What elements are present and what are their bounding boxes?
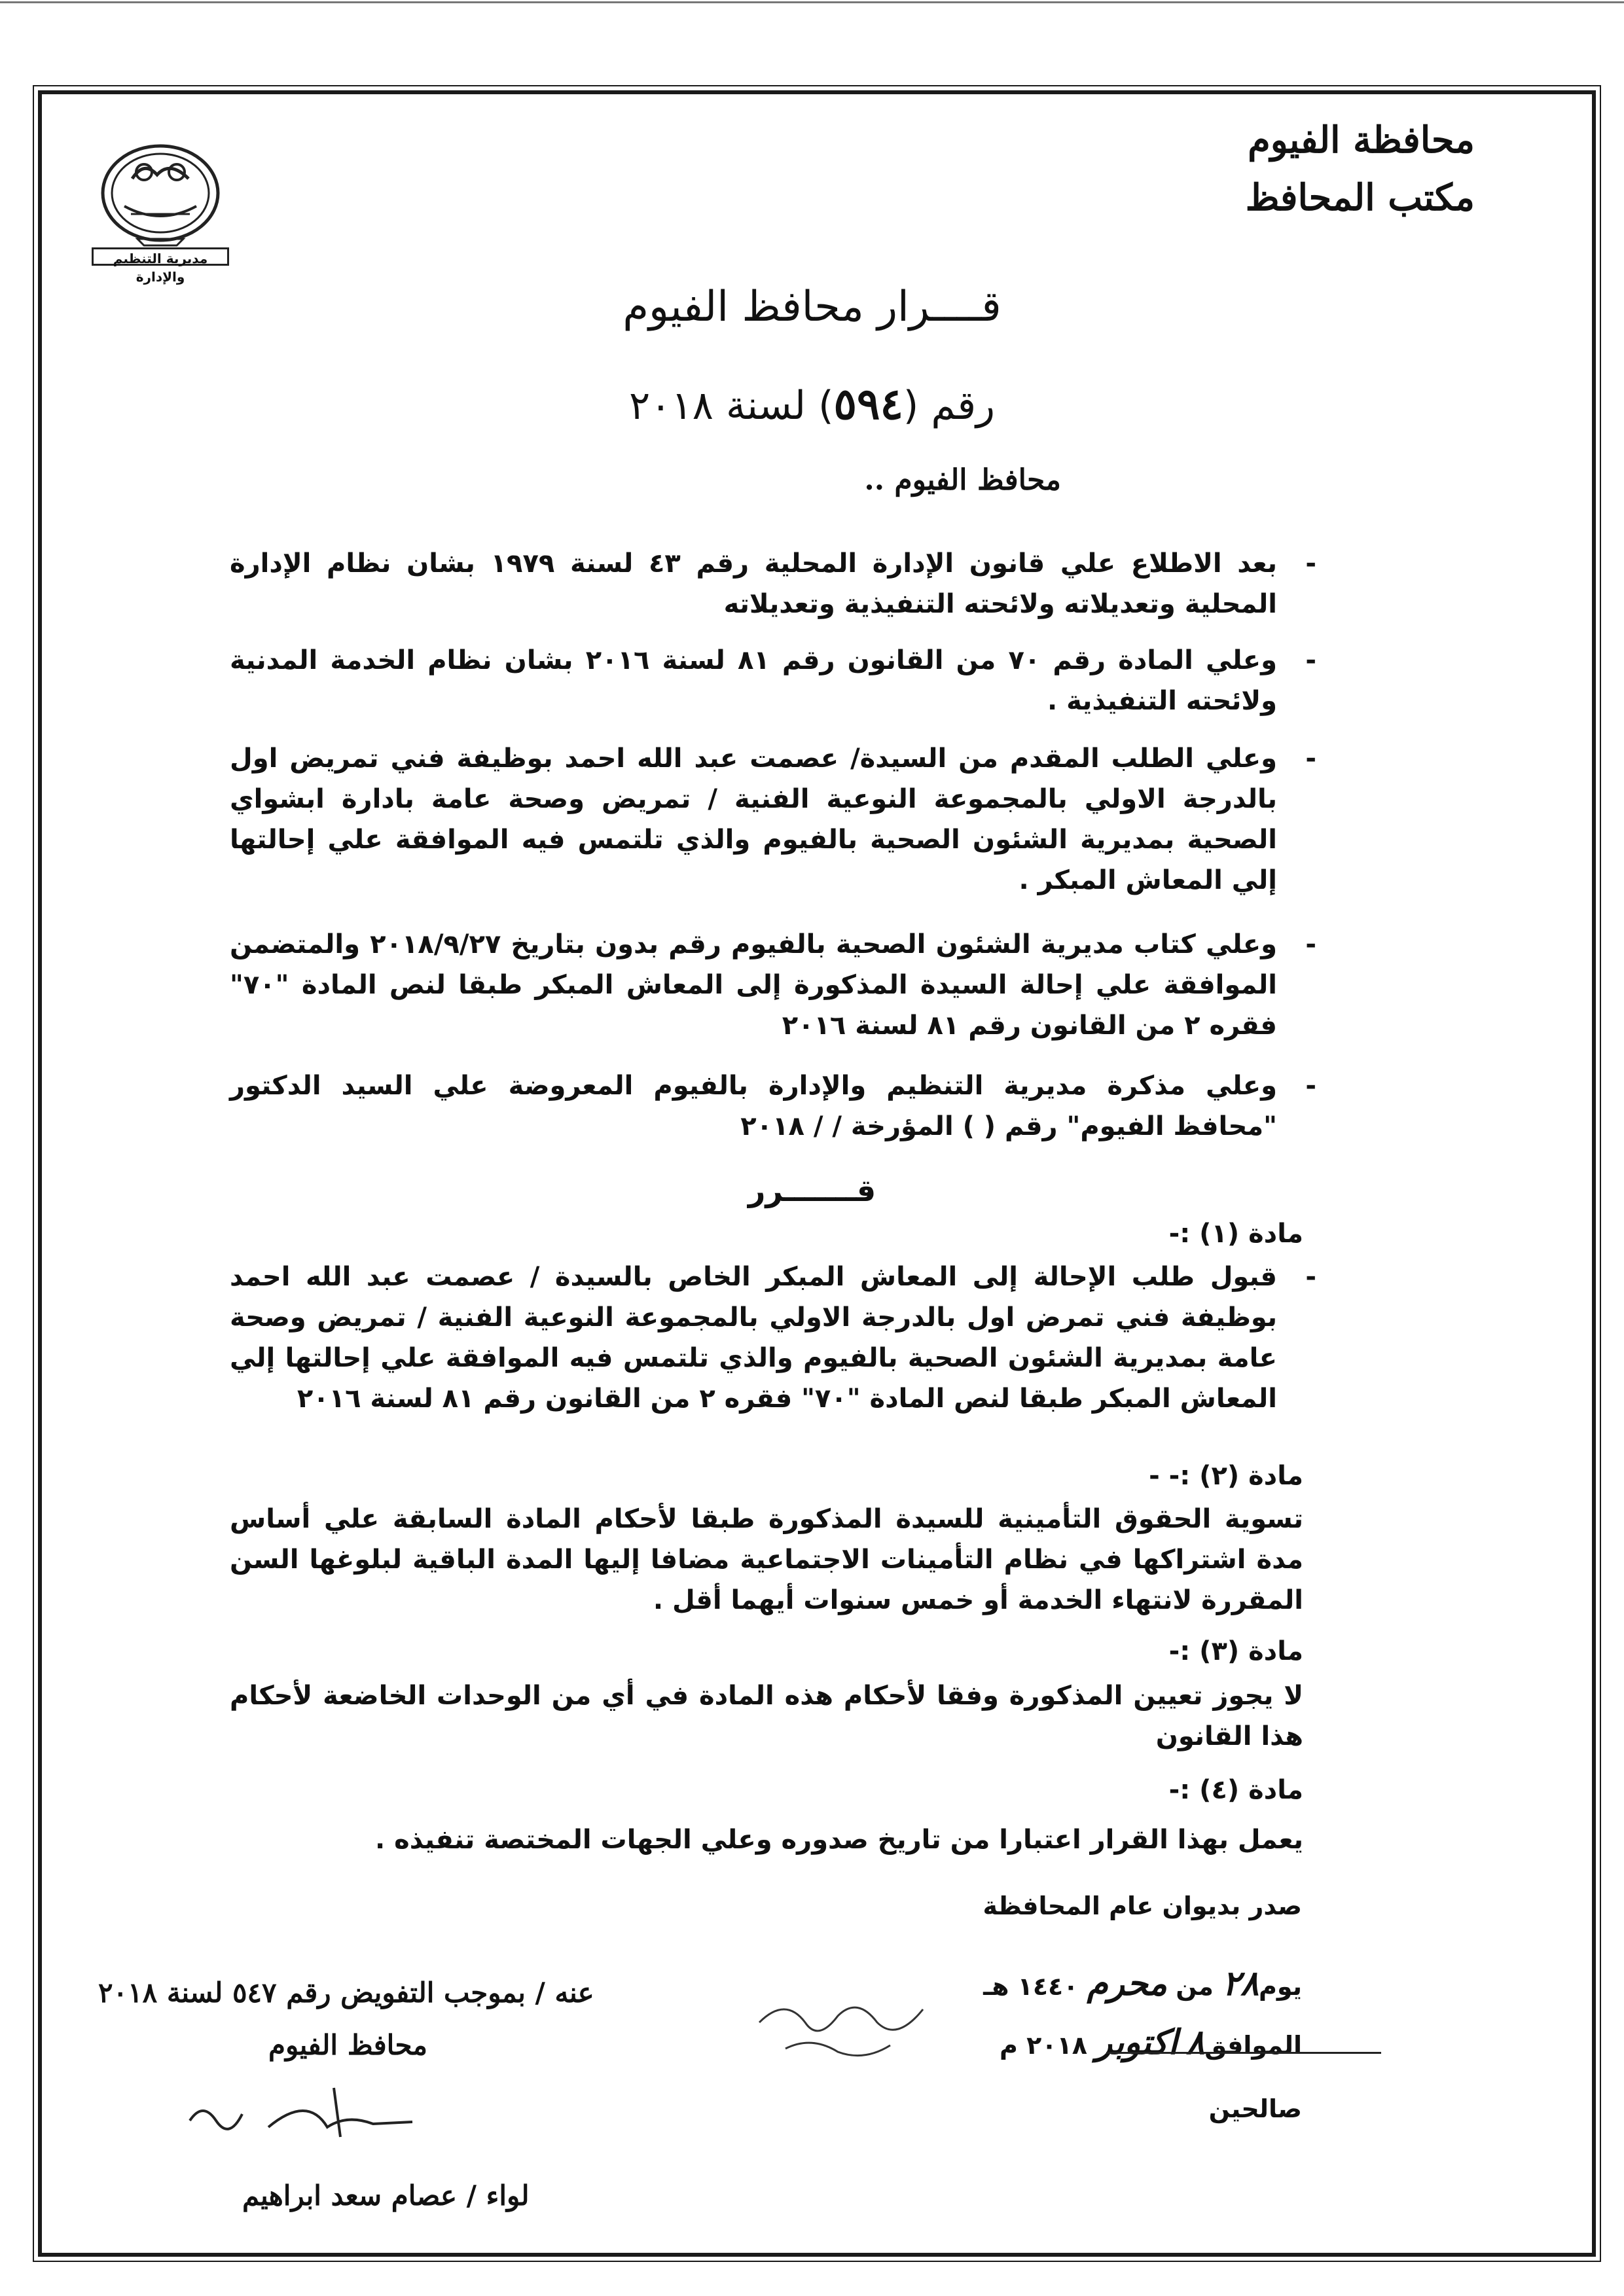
bullet-dash: - bbox=[1305, 744, 1316, 774]
hijri-from: من bbox=[1176, 1972, 1214, 2001]
hijri-prefix: يوم bbox=[1259, 1972, 1302, 2001]
greg-month: اكتوبر bbox=[1096, 2022, 1178, 2062]
signature-scribble bbox=[177, 2075, 425, 2147]
bullet-dash: - bbox=[1305, 929, 1316, 960]
decision-word: قـــــــرر bbox=[748, 1173, 876, 1208]
top-edge-line bbox=[0, 1, 1624, 3]
preamble-item bbox=[230, 640, 1316, 721]
greg-suffix: م bbox=[1000, 2031, 1018, 2060]
issued-at: صدر بديوان عام المحافظة bbox=[983, 1892, 1302, 1920]
hijri-month: محرم bbox=[1087, 1964, 1167, 2003]
decree-number-value: ٥٩٤ bbox=[833, 378, 903, 429]
preamble-text: وعلي كتاب مديرية الشئون الصحية بالفيوم رقم بدون بتاريخ ٢٠١٨/٩/٢٧ والمتضمن الموافقة علي إحالة السيدة المذكورة إلى المعاش المبكر طبقا لنص المادة "٧٠" فقره ٢ من القانون رقم ٨١ لسنة ٢٠١٦ bbox=[230, 929, 1277, 1041]
decree-number-prefix: رقم ( bbox=[903, 383, 995, 429]
bullet-dash: - bbox=[1305, 1262, 1316, 1292]
gregorian-date bbox=[1000, 2022, 1302, 2062]
decree-number-suffix: ) لسنة ٢٠١٨ bbox=[629, 383, 834, 429]
bullet-dash: - bbox=[1305, 548, 1316, 579]
article-label: مادة (١) :- bbox=[1168, 1219, 1303, 1249]
hijri-year: ١٤٤٠ bbox=[1017, 1972, 1079, 2001]
article-body: لا يجوز تعيين المذكورة وفقا لأحكام هذه المادة في أي من الوحدات الخاضعة لأحكام هذا القانون bbox=[230, 1681, 1303, 1751]
greg-day: ٨ bbox=[1186, 2022, 1205, 2062]
bullet-dash: - bbox=[1149, 1461, 1160, 1491]
bullet-dash: - bbox=[1305, 1071, 1316, 1101]
footer-name: صالحين bbox=[1208, 2094, 1302, 2123]
signer-title: محافظ الفيوم bbox=[268, 2029, 428, 2061]
hijri-suffix: هـ bbox=[983, 1972, 1009, 2001]
article-body: يعمل بهذا القرار اعتبارا من تاريخ صدوره وعلي الجهات المختصة تنفيذه . bbox=[375, 1825, 1303, 1855]
article-label: مادة (٣) :- bbox=[1168, 1636, 1303, 1666]
article-label: مادة (٤) :- bbox=[1168, 1775, 1303, 1805]
preamble-item bbox=[230, 543, 1316, 624]
preamble-item bbox=[230, 1066, 1316, 1147]
article-label-text: مادة (٢) :- bbox=[1168, 1461, 1303, 1491]
governorate-name: محافظة الفيوم bbox=[1248, 118, 1475, 162]
article-body: قبول طلب الإحالة إلى المعاش المبكر الخاص بالسيدة / عصمت عبد الله احمد بوظيفة فني تمرض اول بالدرجة الاولي بالمجموعة النوعية الفنية / تمريض وصحة عامة بمديرية الشئون الصحية بالفيوم والذي تلتمس فيه الموافقة علي إحالتها إلي المعاش المبكر طبقا لنص المادة "٧٠" فقره ٢ من القانون رقم ٨١ لسنة ٢٠١٦ bbox=[230, 1262, 1277, 1414]
preamble-text: وعلي مذكرة مديرية التنظيم والإدارة بالفيوم المعروضة علي السيد الدكتور "محافظ الفيوم" رقم ( ) المؤرخة / / ٢٠١٨ bbox=[230, 1071, 1277, 1141]
office-name: مكتب المحافظ bbox=[1245, 176, 1475, 219]
initials-scribble bbox=[746, 1983, 943, 2068]
decree-number bbox=[0, 378, 1624, 429]
date-underline bbox=[1106, 2052, 1381, 2054]
article-text bbox=[230, 1257, 1316, 1419]
seal-caption: مديرية التنظيم والإدارة bbox=[92, 247, 229, 266]
article-label bbox=[1149, 1461, 1303, 1491]
preamble-item bbox=[230, 924, 1316, 1046]
signer-name: لواء / عصام سعد ابراهيم bbox=[242, 2179, 530, 2212]
decree-title: قــــرار محافظ الفيوم bbox=[623, 283, 1001, 331]
preamble-text: بعد الاطلاع علي قانون الإدارة المحلية رقم ٤٣ لسنة ١٩٧٩ بشان نظام الإدارة المحلية وتعديلاته ولائحته التنفيذية وتعديلاته bbox=[230, 548, 1277, 619]
preamble-item bbox=[230, 738, 1316, 901]
hijri-date bbox=[983, 1964, 1302, 2003]
preamble-text: وعلي الطلب المقدم من السيدة/ عصمت عبد الله احمد بوظيفة فني تمريض اول بالدرجة الاولي بالمجموعة النوعية الفنية / تمريض وصحة عامة بادارة ابشواي الصحية بمديرية الشئون الصحية بالفيوم والذي تلتمس فيه الموافقة علي إحالتها إلي المعاش المبكر . bbox=[230, 744, 1277, 895]
delegation-line: عنه / بموجب التفويض رقم ٥٤٧ لسنة ٢٠١٨ bbox=[98, 1977, 594, 2009]
hijri-day: ٢٨ bbox=[1222, 1964, 1259, 2003]
article-body: تسوية الحقوق التأمينية للسيدة المذكورة طبقا لأحكام المادة السابقة علي أساس مدة اشتراكها في نظام التأمينات الاجتماعية مضافا إليها المدة الباقية لبلوغها السن المقررة لانتهاء الخدمة أو خمس سنوات أيهما أقل . bbox=[230, 1504, 1303, 1615]
bullet-dash: - bbox=[1305, 645, 1316, 675]
greg-prefix: الموافق bbox=[1204, 2031, 1302, 2060]
preamble-text: وعلي المادة رقم ٧٠ من القانون رقم ٨١ لسنة ٢٠١٦ بشان نظام الخدمة المدنية ولائحته التنفيذية . bbox=[230, 645, 1277, 716]
governor-heading: محافظ الفيوم .. bbox=[864, 463, 1061, 497]
letterhead bbox=[1246, 111, 1475, 226]
greg-year: ٢٠١٨ bbox=[1026, 2031, 1087, 2060]
